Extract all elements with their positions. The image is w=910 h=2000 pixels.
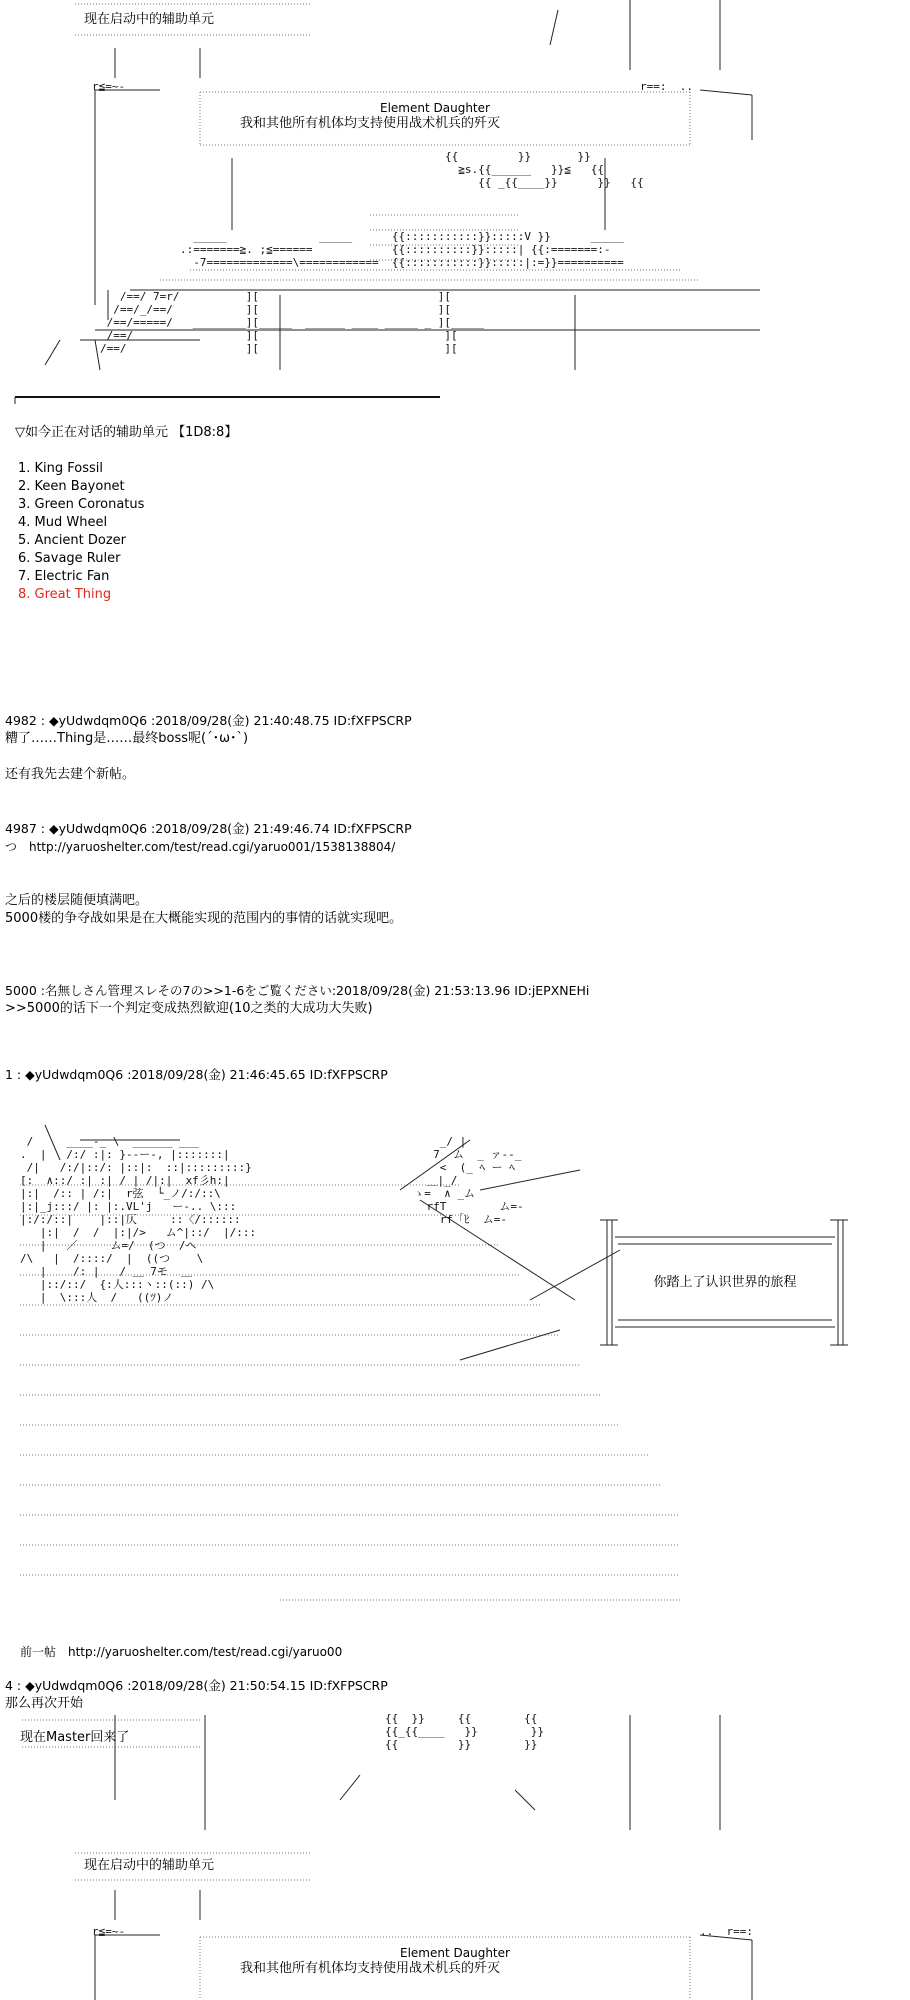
ascii-bird: _/ | 7 ム _ ァ‐-_ < (_ ﾍ ー ﾍ ＿|_/ ゝ= ∧ _ム rfT ム=- rf「ﾋ ム=-: [413, 1135, 524, 1226]
prev-thread-link[interactable]: 前一帖 http://yaruoshelter.com/test/read.cgi/yaruo00: [20, 1645, 343, 1659]
list-item: 4. Mud Wheel: [18, 515, 108, 530]
ascii-corner-left: r≦=~-: [92, 1925, 126, 1938]
post-header-4982: 4982 : ◆yUdwdqm0Q6 :2018/09/28(金) 21:40:48.75 ID:fXFPSCRP: [5, 713, 412, 728]
post-header-4987: 4987 : ◆yUdwdqm0Q6 :2018/09/28(金) 21:49:46.74 ID:fXFPSCRP: [5, 821, 412, 836]
thread-link[interactable]: つ http://yaruoshelter.com/test/read.cgi/yaruo001/1538138804/: [5, 840, 396, 854]
list-item: 5. Ancient Dozer: [18, 533, 127, 548]
ascii-corner-right: r==: ..: [640, 80, 693, 93]
status-line: 现在启动中的辅助单元: [84, 12, 215, 27]
ascii-machine-base: _____ _____ {{:::::::::::}}:::::V }} _____ .:=======≧. ;≦====== {{::::::::::}}:::::| {{:=======:- -7=============\============ {{:::::::::::}}:::::|:=}}==========: [180, 230, 624, 269]
master-line: 现在Master回来了: [20, 1730, 130, 1745]
post-header-5000: 5000 :名無しさん管理スレその7の>>1-6をご覧ください:2018/09/28(金) 21:53:13.96 ID:jEPXNEHi: [5, 983, 590, 998]
post-body-line: >>5000的话下一个判定变成热烈歓迎(10之类的大成功大失败): [5, 1001, 373, 1016]
ascii-machine-top: {{ }} }} ≧s.{{______ }}≦ {{ {{ _{{____}} }} {{: [445, 150, 644, 189]
list-item: 6. Savage Ruler: [18, 551, 121, 566]
scene-caption: 我和其他所有机体均支持使用战术机兵的歼灭: [240, 116, 501, 131]
list-item: 1. King Fossil: [18, 461, 104, 476]
list-header: ▽如今正在对话的辅助单元 【1D8:8】: [15, 425, 238, 440]
element-label: Element Daughter: [400, 1946, 510, 1960]
ascii-corner-right: .. r==:: [700, 1925, 753, 1938]
post-body-line: 那么再次开始: [5, 1696, 84, 1711]
list-item: 7. Electric Fan: [18, 569, 110, 584]
post-body-line: 之后的楼层随便填满吧。: [5, 893, 149, 908]
list-item: 3. Green Coronatus: [18, 497, 145, 512]
post-header-1: 1 : ◆yUdwdqm0Q6 :2018/09/28(金) 21:46:45.65 ID:fXFPSCRP: [5, 1067, 388, 1082]
scroll-text: 你踏上了认识世界的旅程: [653, 1275, 797, 1290]
element-label: Element Daughter: [380, 101, 490, 115]
status-line: 现在启动中的辅助单元: [84, 1858, 215, 1873]
post-header-4: 4 : ◆yUdwdqm0Q6 :2018/09/28(金) 21:50:54.15 ID:fXFPSCRP: [5, 1678, 388, 1693]
list-item-highlighted: 8. Great Thing: [18, 587, 112, 602]
ascii-ramp: /==/ 7=r/ ][ ][ /==/_/==/ ][ ][ /==/=====/ ________][_____ ______ ____ _____ _ ][_____ /==/ ][ ][ /==/ ][ ][: [100, 290, 485, 355]
list-item: 2. Keen Bayonet: [18, 479, 125, 494]
ascii-character: / ____-_ \ ______ ___ . | /:/ :|: }-‐ー-, |:::::::| /| /:/|::/: |::|: ::|:::::::::} [: ∧::/ :| :| / | /|:| xf彡h:| |:| /:: | /:| r弦 └_ノ/:/::\ |:|_j:::/ |: |:.VL'j ー-.. \::: |:/:/::| |::|仄 ::〈/:::::: |:| / / |:|/> ム^|::/ |/::: | ／ ム=/ (つ /ヘ /\ | /::::/ | ((つ \ | /: | / ＿ 7モ ＿ |::/::/ {:人:::ヽ::(::) /\ | \:::人 / ((ﾂ)ノ: [20, 1135, 257, 1304]
post-body-line: 5000楼的争夺战如果是在大概能实现的范围内的事情的话就实现吧。: [5, 911, 403, 926]
post-body-line: 糟了……Thing是……最终boss呢(´･ω･`): [5, 731, 249, 746]
scene-caption: 我和其他所有机体均支持使用战术机兵的歼灭: [240, 1961, 501, 1976]
ascii-machine-bottom: {{ }} {{ {{ {{_{{____ }} }} {{ }} }}: [385, 1712, 544, 1751]
post-body-line: 还有我先去建个新帖。: [5, 767, 136, 782]
ascii-corner-left: r≦=~-: [92, 80, 126, 93]
